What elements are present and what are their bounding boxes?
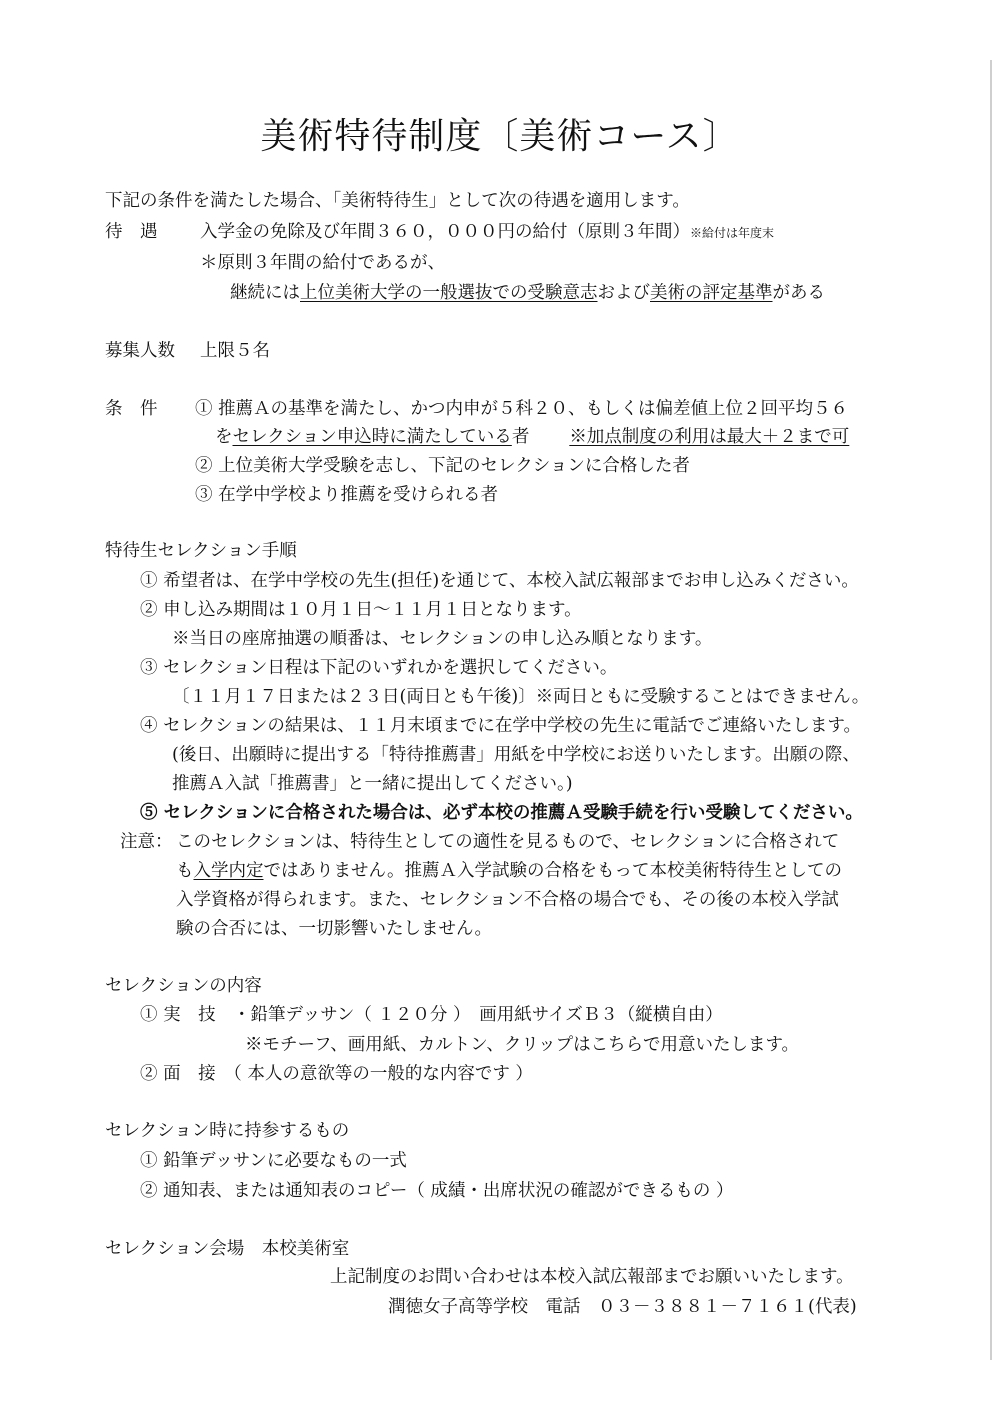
bring-1: ① 鉛筆デッサンに必要なもの一式 bbox=[140, 1151, 407, 1171]
caution-4: 験の合否には、一切影響いたしません。 bbox=[176, 919, 493, 939]
page-title: 美術特待制度〔美術コース〕 bbox=[260, 116, 740, 157]
treatment-line3-d: 美術の評定基準 bbox=[650, 283, 773, 303]
caution-3: 入学資格が得られます。また、セレクション不合格の場合でも、その後の本校入学試 bbox=[176, 890, 839, 910]
procedure-3-note: 〔１１月１７日または２３日(両日とも午後)〕※両日ともに受験することはできません。 bbox=[172, 687, 870, 707]
condition-1b bbox=[215, 426, 849, 448]
treatment-text: 入学金の免除及び年間３６０，０００円の給付（原則３年間） bbox=[200, 222, 690, 242]
procedure-4b: 推薦Ａ入試「推薦書」と一緒に提出してください。) bbox=[172, 774, 573, 794]
bring-heading: セレクション時に持参するもの bbox=[105, 1121, 350, 1141]
caution-2 bbox=[176, 860, 842, 882]
procedure-4: ④ セレクションの結果は、１１月末頃までに在学中学校の先生に電話でご連絡いたします。 bbox=[140, 716, 861, 736]
bring-2: ② 通知表、または通知表のコピー（ 成績・出席状況の確認ができるもの ） bbox=[140, 1181, 734, 1201]
content-1-note: ※モチーフ、画用紙、カルトン、クリップはこちらで用意いたします。 bbox=[245, 1035, 800, 1055]
procedure-3: ③ セレクション日程は下記のいずれかを選択してください。 bbox=[140, 658, 618, 678]
treatment-line3-e: がある bbox=[772, 283, 825, 303]
condition-2: ② 上位美術大学受験を志し、下記のセレクションに合格した者 bbox=[195, 456, 690, 476]
condition-1b-c: 者 bbox=[511, 427, 530, 447]
caution-1: このセレクションは、特待生としての適性を見るもので、セレクションに合格されて bbox=[176, 832, 840, 852]
condition-1b-a: を bbox=[215, 427, 233, 447]
recruit-value: 上限５名 bbox=[200, 341, 270, 361]
conditions-label: 条 件 bbox=[105, 399, 158, 419]
recruit-label: 募集人数 bbox=[105, 341, 175, 361]
condition-1a: ① 推薦Ａの基準を満たし、かつ内申が５科２０、もしくは偏差値上位２回平均５６ bbox=[195, 399, 849, 419]
procedure-1: ① 希望者は、在学中学校の先生(担任)を通じて、本校入試広報部までお申し込みください。 bbox=[140, 571, 859, 591]
condition-1b-d: ※加点制度の利用は最大＋２まで可 bbox=[569, 427, 850, 447]
content-2: ② 面 接 （ 本人の意欲等の一般的な内容です ） bbox=[140, 1064, 533, 1084]
caution-2-a: も bbox=[176, 861, 194, 881]
procedure-heading: 特待生セレクション手順 bbox=[105, 541, 297, 561]
treatment-label: 待 遇 bbox=[105, 222, 158, 242]
school-contact: 潤徳女子高等学校 電話 ０３－３８８１－７１６１(代表) bbox=[388, 1297, 857, 1317]
procedure-2-note: ※当日の座席抽選の順番は、セレクションの申し込み順となります。 bbox=[172, 629, 713, 649]
procedure-4a: (後日、出願時に提出する「特待推薦書」用紙を中学校にお送りいたします。出願の際、 bbox=[172, 745, 860, 765]
treatment-line2: ＊原則３年間の給付であるが、 bbox=[200, 253, 445, 273]
procedure-5: ⑤ セレクションに合格された場合は、必ず本校の推薦Ａ受験手続を行い受験してください。 bbox=[140, 803, 863, 823]
treatment-line3-b: 上位美術大学の一般選抜での受験意志 bbox=[300, 283, 598, 303]
intro-text: 下記の条件を満たした場合、「美術特待生」として次の待遇を適用します。 bbox=[105, 191, 690, 211]
treatment-row bbox=[200, 221, 774, 244]
contact-text: 上記制度のお問い合わせは本校入試広報部までお願いいたします。 bbox=[330, 1267, 854, 1287]
caution-2-b: 入学内定 bbox=[193, 861, 264, 881]
treatment-line3 bbox=[230, 282, 825, 304]
caution-label: 注意： bbox=[120, 832, 173, 852]
scan-edge bbox=[990, 60, 992, 1360]
content-heading: セレクションの内容 bbox=[105, 976, 262, 996]
treatment-note: ※給付は年度末 bbox=[690, 226, 775, 240]
condition-1b-b: セレクション申込時に満たしている bbox=[232, 427, 512, 447]
condition-3: ③ 在学中学校より推薦を受けられる者 bbox=[195, 485, 499, 505]
procedure-2: ② 申し込み期間は１０月１日～１１月１日となります。 bbox=[140, 600, 582, 620]
venue-text: セレクション会場 本校美術室 bbox=[105, 1239, 350, 1259]
content-1: ① 実 技 ・鉛筆デッサン（ １２０分 ） 画用紙サイズＢ３（縦横自由） bbox=[140, 1005, 723, 1025]
caution-2-c: ではありません。推薦Ａ入学試験の合格をもって本校美術特待生としての bbox=[263, 861, 843, 881]
treatment-line3-c: および bbox=[597, 283, 650, 303]
treatment-line3-a: 継続には bbox=[230, 283, 300, 303]
